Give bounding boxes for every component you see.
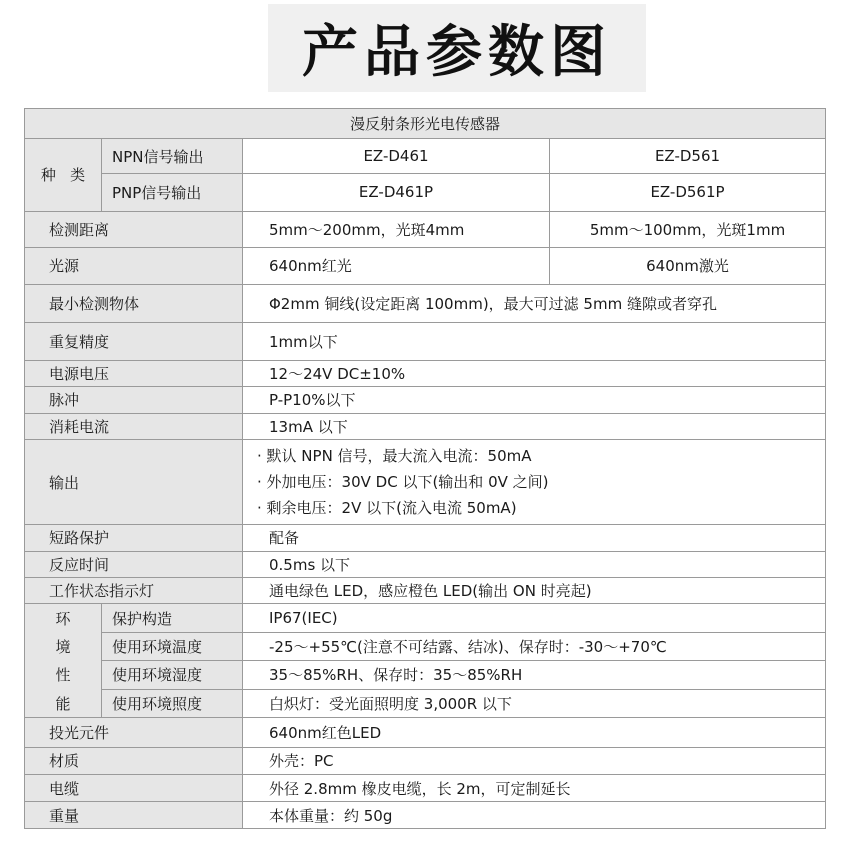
light-source-value-1: 640nm红光 <box>243 248 550 285</box>
pnp-model-2: EZ-D561P <box>550 173 826 211</box>
environment-char: 境 <box>55 638 71 657</box>
protection-label: 保护构造 <box>102 604 243 632</box>
min-object-value: Φ2mm 铜线(设定距离 100mm)，最大可过滤 5mm 缝隙或者穿孔 <box>243 284 826 323</box>
humidity-value: 35～85%RH、保存时：35～85%RH <box>243 661 826 689</box>
pulse-value: P-P10%以下 <box>243 387 826 413</box>
table-row <box>25 578 826 604</box>
table-row <box>25 718 826 747</box>
current-value: 13mA 以下 <box>243 413 826 439</box>
illuminance-value: 白炽灯：受光面照明度 3,000R 以下 <box>243 689 826 717</box>
output-line: · 默认 NPN 信号，最大流入电流：50mA <box>257 447 532 466</box>
npn-model-1: EZ-D461 <box>243 139 550 174</box>
table-row <box>25 387 826 413</box>
light-source-label: 光源 <box>25 248 243 285</box>
response-value: 0.5ms 以下 <box>243 551 826 577</box>
table-header: 漫反射条形光电传感器 <box>25 109 826 139</box>
table-row <box>25 551 826 577</box>
table-row <box>25 604 826 632</box>
environment-char: 环 <box>55 609 71 628</box>
pnp-label: PNP信号输出 <box>102 173 243 211</box>
output-line: · 外加电压：30V DC 以下(输出和 0V 之间) <box>257 473 549 492</box>
distance-value-2: 5mm～100mm，光斑1mm <box>550 211 826 248</box>
temperature-label: 使用环境温度 <box>102 632 243 660</box>
table-row <box>25 439 826 524</box>
kind-char: 种 <box>40 166 56 185</box>
output-label: 输出 <box>25 439 243 524</box>
table-row <box>25 802 826 829</box>
weight-label: 重量 <box>25 802 243 829</box>
table-row <box>25 248 826 285</box>
page-title: 产品参数图 <box>302 20 612 85</box>
output-line: · 剩余电压：2V 以下(流入电流 50mA) <box>257 499 517 518</box>
humidity-label: 使用环境湿度 <box>102 661 243 689</box>
short-circuit-value: 配备 <box>243 525 826 551</box>
material-label: 材质 <box>25 747 243 774</box>
repeat-value: 1mm以下 <box>243 323 826 361</box>
light-source-value-2: 640nm激光 <box>550 248 826 285</box>
npn-model-2: EZ-D561 <box>550 139 826 174</box>
environment-label <box>25 604 102 718</box>
material-value: 外壳：PC <box>243 747 826 774</box>
distance-label: 检测距离 <box>25 211 243 248</box>
protection-value: IP67(IEC) <box>243 604 826 632</box>
short-circuit-label: 短路保护 <box>25 525 243 551</box>
kind-label <box>25 139 102 211</box>
weight-value: 本体重量：约 50g <box>243 802 826 829</box>
repeat-label: 重复精度 <box>25 323 243 361</box>
indicator-label: 工作状态指示灯 <box>25 578 243 604</box>
table-row <box>25 139 826 174</box>
cable-value: 外径 2.8mm 橡皮电缆，长 2m，可定制延长 <box>243 774 826 801</box>
emitter-label: 投光元件 <box>25 718 243 747</box>
environment-char: 性 <box>55 666 71 685</box>
table-row <box>25 323 826 361</box>
temperature-value: -25～+55℃(注意不可结露、结冰)、保存时：-30～+70℃ <box>243 632 826 660</box>
distance-value-1: 5mm～200mm，光斑4mm <box>243 211 550 248</box>
table-row <box>25 661 826 689</box>
table-row <box>25 173 826 211</box>
table-row <box>25 360 826 386</box>
spec-table <box>24 108 826 829</box>
table-row <box>25 632 826 660</box>
pulse-label: 脉冲 <box>25 387 243 413</box>
table-row <box>25 109 826 139</box>
table-row <box>25 211 826 248</box>
output-value <box>243 439 826 524</box>
indicator-value: 通电绿色 LED，感应橙色 LED(输出 ON 时亮起) <box>243 578 826 604</box>
kind-char: 类 <box>70 166 86 185</box>
page-title-box <box>268 4 646 92</box>
cable-label: 电缆 <box>25 774 243 801</box>
table-row <box>25 525 826 551</box>
illuminance-label: 使用环境照度 <box>102 689 243 717</box>
environment-char: 能 <box>55 694 71 713</box>
table-row <box>25 747 826 774</box>
table-row <box>25 284 826 323</box>
current-label: 消耗电流 <box>25 413 243 439</box>
table-row <box>25 413 826 439</box>
table-row <box>25 689 826 717</box>
power-value: 12～24V DC±10% <box>243 360 826 386</box>
power-label: 电源电压 <box>25 360 243 386</box>
npn-label: NPN信号输出 <box>102 139 243 174</box>
emitter-value: 640nm红色LED <box>243 718 826 747</box>
response-label: 反应时间 <box>25 551 243 577</box>
min-object-label: 最小检测物体 <box>25 284 243 323</box>
table-row <box>25 774 826 801</box>
pnp-model-1: EZ-D461P <box>243 173 550 211</box>
